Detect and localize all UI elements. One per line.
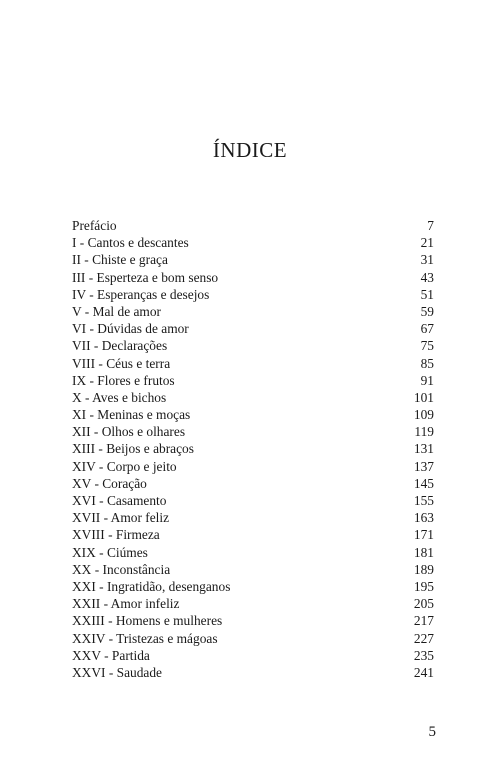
toc-entry-page: 189 — [413, 561, 434, 577]
toc-entry-page: 217 — [413, 613, 434, 629]
toc-entry-page: 7 — [427, 218, 434, 233]
toc-entry-page: 101 — [413, 389, 434, 405]
toc-entry-label: XXIII - Homens e mulheres — [72, 613, 223, 629]
toc-entry-page: 59 — [420, 303, 434, 319]
page-title: ÍNDICE — [212, 138, 288, 162]
toc-entry-label: III - Esperteza e bom senso — [72, 269, 219, 285]
toc-entry-page: 67 — [420, 321, 434, 337]
toc-entry — [72, 595, 434, 612]
toc-entry — [72, 440, 434, 457]
toc-entry-label: VIII - Céus e terra — [72, 355, 171, 371]
toc-entry — [72, 234, 434, 251]
toc-entry — [72, 458, 434, 475]
toc-entry-label: XVIII - Firmeza — [72, 527, 160, 543]
toc-entry-page: 91 — [420, 372, 434, 388]
toc-entry — [72, 269, 434, 286]
toc-entry-label: XII - Olhos e olhares — [72, 424, 186, 440]
toc-entry-label: V - Mal de amor — [72, 303, 162, 319]
toc-entry-page: 241 — [413, 664, 434, 680]
toc-entry — [72, 509, 434, 526]
page-number: 5 — [428, 724, 436, 740]
toc-entry-page: 171 — [413, 527, 434, 543]
toc-entry-label: XIV - Corpo e jeito — [72, 458, 177, 474]
toc-entry — [72, 544, 434, 561]
toc-entry-page: 227 — [413, 630, 434, 646]
toc-entry-page: 75 — [420, 338, 434, 354]
toc-entry — [72, 526, 434, 543]
toc-entry-label: XXIV - Tristezas e mágoas — [72, 630, 218, 646]
toc-entry-page: 181 — [413, 544, 434, 560]
toc-entry-label: IV - Esperanças e desejos — [72, 286, 210, 302]
toc-entry-page: 195 — [413, 578, 434, 594]
toc-entry-label: XI - Meninas e moças — [72, 407, 191, 423]
table-of-contents — [72, 217, 434, 681]
toc-entry-label: Prefácio — [72, 218, 117, 233]
toc-entry-page: 109 — [413, 407, 434, 423]
toc-entry-page: 205 — [413, 596, 434, 612]
toc-entry — [72, 372, 434, 389]
toc-entry — [72, 303, 434, 320]
toc-entry-label: I - Cantos e descantes — [72, 235, 189, 251]
toc-entry — [72, 389, 434, 406]
toc-entry — [72, 217, 434, 234]
toc-entry-page: 43 — [420, 269, 434, 285]
toc-entry — [72, 561, 434, 578]
toc-entry-page: 131 — [413, 441, 434, 457]
toc-entry-label: XXI - Ingratidão, desenganos — [72, 578, 231, 594]
toc-entry — [72, 337, 434, 354]
toc-entry-page: 119 — [414, 424, 434, 440]
toc-entry-label: XVII - Amor feliz — [72, 510, 170, 526]
toc-entry-page: 235 — [413, 647, 434, 663]
toc-entry-label: VI - Dúvidas de amor — [72, 321, 189, 337]
toc-entry — [72, 355, 434, 372]
toc-entry-page: 145 — [413, 475, 434, 491]
toc-entry — [72, 475, 434, 492]
toc-entry-label: XV - Coração — [72, 475, 147, 491]
toc-entry — [72, 647, 434, 664]
toc-entry-label: XIII - Beijos e abraços — [72, 441, 194, 457]
toc-entry-label: X - Aves e bichos — [72, 389, 167, 405]
toc-entry — [72, 630, 434, 647]
toc-entry — [72, 578, 434, 595]
toc-entry — [72, 423, 434, 440]
toc-entry-label: IX - Flores e frutos — [72, 372, 175, 388]
toc-entry-page: 31 — [420, 252, 434, 268]
toc-entry-page: 51 — [420, 286, 434, 302]
toc-entry-label: XVI - Casamento — [72, 493, 167, 508]
toc-entry-page: 85 — [420, 355, 434, 371]
toc-entry-page: 163 — [413, 510, 434, 526]
toc-entry — [72, 492, 434, 509]
toc-entry — [72, 406, 434, 423]
toc-entry-page: 21 — [420, 235, 434, 251]
toc-entry-label: II - Chiste e graça — [72, 252, 168, 268]
toc-entry-label: XXV - Partida — [72, 647, 150, 663]
toc-entry — [72, 612, 434, 629]
toc-entry-label: XXVI - Saudade — [72, 664, 162, 680]
toc-entry-page: 155 — [413, 493, 434, 508]
toc-entry-label: XIX - Ciúmes — [72, 544, 148, 560]
toc-entry — [72, 664, 434, 681]
toc-entry-page: 137 — [413, 458, 434, 474]
toc-entry-label: VII - Declarações — [72, 338, 168, 354]
toc-entry — [72, 251, 434, 268]
toc-entry-label: XXII - Amor infeliz — [72, 596, 180, 612]
toc-entry-label: XX - Inconstância — [72, 561, 171, 577]
toc-entry — [72, 320, 434, 337]
toc-entry — [72, 286, 434, 303]
